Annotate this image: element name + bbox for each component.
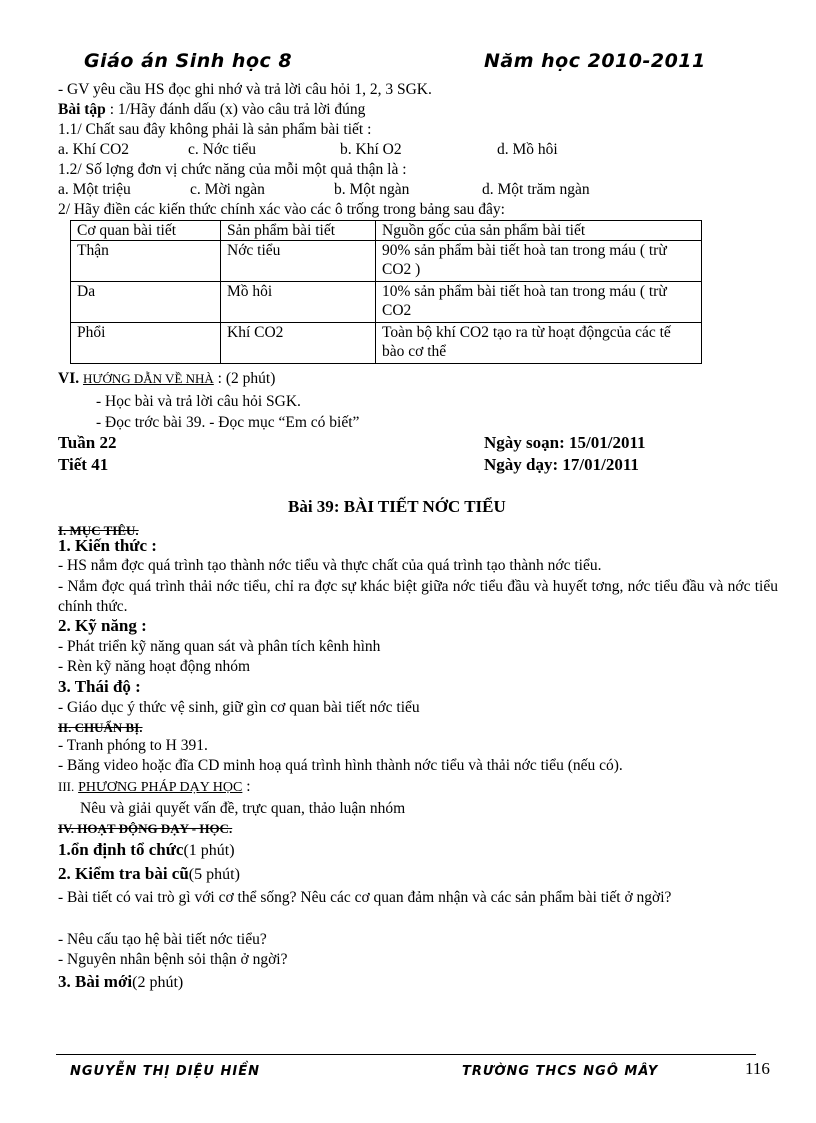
teach-date: Ngày dạy: 17/01/2011 [484,455,639,474]
table-cell: Phổi [71,323,221,364]
table-header: Cơ quan bài tiết [71,221,221,241]
q1-option-d: d. Mồ hôi [497,141,558,158]
table-cell: 10% sản phẩm bài tiết hoà tan trong máu ( trừ CO2 [376,282,702,323]
footer-rule [56,1054,756,1055]
week-label: Tuần 22 [58,433,117,452]
table-cell: Nớc tiểu [221,241,376,282]
step-2 [58,864,240,885]
footer-school: TRƯỜNG THCS NGÔ MÂY [462,1064,659,1079]
step-1-label: 1.ổn định tổ chức [58,840,184,859]
step-1 [58,840,235,861]
homework-time: : (2 phút) [217,370,276,387]
table-cell: Thận [71,241,221,282]
subsection-knowledge: 1. Kiến thức : [58,536,157,555]
table-cell: Da [71,282,221,323]
review-question: - Nêu cấu tạo hệ bài tiết nớc tiểu? [58,931,267,948]
review-question: - Bài tiết có vai trò gì với cơ thể sống? Nêu các cơ quan đảm nhận và các sản phẩm bài tiết ở ngời? [58,889,672,906]
section-objectives: I. MỤC TIÊU. [58,523,139,538]
table-row [71,282,702,323]
review-question: - Nguyên nhân bệnh sỏi thận ở ngời? [58,951,288,968]
preparation-item: - Tranh phóng to H 391. [58,737,208,754]
question-2: 1.2/ Số lợng đơn vị chức năng của mỗi một quả thận là : [58,161,407,178]
q2-option-a: a. Một triệu [58,181,131,198]
step-1-time: (1 phút) [183,842,235,859]
subsection-attitude: 3. Thái độ : [58,677,141,696]
footer-author: NGUYỄN THỊ DIỆU HIỀN [70,1064,260,1079]
table-header-row [71,221,702,241]
q2-option-c: c. Mời ngàn [190,181,265,198]
table-cell: 90% sản phẩm bài tiết hoà tan trong máu ( trừ CO2 ) [376,241,702,282]
section-methods [58,777,251,798]
homework-num: VI. [58,370,80,387]
lesson-title [288,497,506,517]
homework-item: - Đọc trớc bài 39. - Đọc mục “Em có biết” [96,414,360,431]
exercise-text: : 1/Hãy đánh dấu (x) vào câu trả lời đúng [109,101,366,118]
excretion-table [70,220,702,364]
methods-title: PHƯƠNG PHÁP DẠY HỌC [78,780,243,795]
period-label: Tiết 41 [58,455,109,474]
lesson-number: Bài 39 [288,497,334,516]
page-number: 116 [745,1059,770,1078]
lesson-name: : BÀI TIẾT NỚC TIỂU [333,497,506,516]
header-title: Giáo án Sinh học 8 [84,50,293,72]
question-1: 1.1/ Chất sau đây không phải là sản phẩm bài tiết : [58,121,372,138]
step-3-time: (2 phút) [132,974,184,991]
step-3-label: 3. Bài mới [58,972,133,991]
section-activities: IV. HOẠT ĐỘNG DẠY - HỌC. [58,821,233,836]
knowledge-item: - HS nắm đợc quá trình tạo thành nớc tiểu và thực chất của quá trình tạo thành nớc tiểu. [58,557,602,574]
homework-item: - Học bài và trả lời câu hỏi SGK. [96,393,301,410]
prep-date: Ngày soạn: 15/01/2011 [484,433,646,452]
q1-option-a: a. Khí CO2 [58,141,130,158]
exercise-label: Bài tập [58,101,106,118]
methods-colon: : [246,778,251,795]
table-header: Nguồn gốc của sản phẩm bài tiết [376,221,702,241]
skill-item: - Phát triển kỹ năng quan sát và phân tích kênh hình [58,638,381,655]
section-preparation: II. CHUẨN BỊ. [58,720,143,735]
header-year: Năm học 2010-2011 [484,50,706,72]
question-3: 2/ Hãy điền các kiến thức chính xác vào các ô trống trong bảng sau đây: [58,201,505,218]
homework-title: HƯỚNG DẪN VỀ NHÀ [82,371,214,386]
table-cell: Khí CO2 [221,323,376,364]
preparation-item: - Băng video hoặc đĩa CD minh hoạ quá trình hình thành nớc tiểu và thải nớc tiểu (nếu có). [58,757,623,774]
step-2-label: 2. Kiểm tra bài cũ [58,864,189,883]
q1-option-c: c. Nớc tiểu [188,141,257,158]
attitude-item: - Giáo dục ý thức vệ sinh, giữ gìn cơ quan bài tiết nớc tiểu [58,699,420,716]
skill-item: - Rèn kỹ năng hoạt động nhóm [58,658,251,675]
step-2-time: (5 phút) [188,866,240,883]
table-cell: Mồ hôi [221,282,376,323]
table-row [71,323,702,364]
knowledge-item: - Nắm đợc quá trình thải nớc tiểu, chỉ ra đợc sự khác biệt giữa nớc tiểu đầu và huyết tơng, nớc tiểu đầu và nớc tiểu chính thức. [58,578,778,615]
step-3 [58,972,183,993]
table-header: Sản phẩm bài tiết [221,221,376,241]
table-cell: Toàn bộ khí CO2 tạo ra từ hoạt độngcủa các tế bào cơ thể [376,323,702,364]
methods-num: III. [58,779,75,794]
exercise-line [58,100,365,120]
q1-option-b: b. Khí O2 [340,141,402,158]
homework-heading [58,369,275,389]
methods-text: Nêu và giải quyết vấn đề, trực quan, thảo luận nhóm [80,800,406,817]
q2-option-d: d. Một trăm ngàn [482,181,590,198]
subsection-skills: 2. Kỹ năng : [58,616,147,635]
review-line: - GV yêu cầu HS đọc ghi nhớ và trả lời câu hỏi 1, 2, 3 SGK. [58,81,432,98]
table-row [71,241,702,282]
q2-option-b: b. Một ngàn [334,181,410,198]
